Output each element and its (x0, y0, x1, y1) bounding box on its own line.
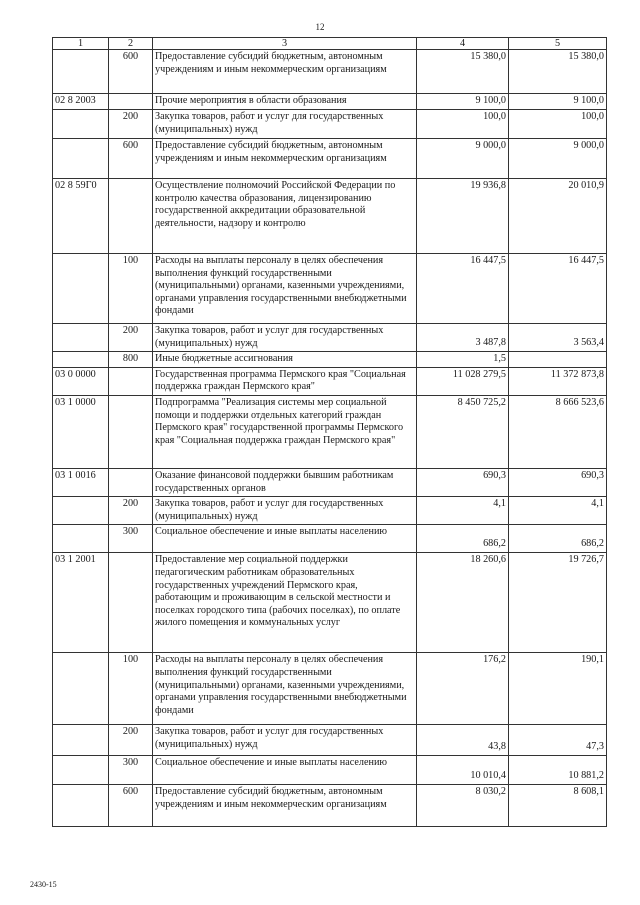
expense-type-cell (109, 395, 153, 468)
table-row (53, 785, 607, 827)
amount-year1-cell: 3 487,8 (417, 324, 509, 352)
amount-year1-cell: 16 447,5 (417, 254, 509, 324)
amount-year2-cell: 100,0 (509, 110, 607, 139)
table-row (53, 139, 607, 179)
table-row (53, 725, 607, 756)
amount-year1-cell: 43,8 (417, 725, 509, 756)
expense-type-cell: 200 (109, 110, 153, 139)
table-row (53, 110, 607, 139)
expense-type-cell (109, 553, 153, 653)
header-cell-2: 2 (109, 38, 153, 50)
amount-year2-cell: 9 000,0 (509, 139, 607, 179)
table-row (53, 756, 607, 785)
item-name-cell: Социальное обеспечение и иные выплаты населению (153, 525, 417, 553)
item-name-cell: Предоставление мер социальной поддержки педагогическим работникам образовательных государственных учреждений Пермского края, работающим и проживающим в сельской местности и поселках городского типа (рабочих поселках), по оплате жилого помещения и коммунальных услуг (153, 553, 417, 653)
expense-type-cell (109, 367, 153, 395)
amount-year2-cell: 16 447,5 (509, 254, 607, 324)
amount-year1-cell: 9 100,0 (417, 94, 509, 110)
table-header-row (53, 38, 607, 50)
expense-type-cell: 200 (109, 324, 153, 352)
target-code-cell (53, 497, 109, 525)
header-cell-4: 4 (417, 38, 509, 50)
amount-year2-cell: 190,1 (509, 653, 607, 725)
amount-year2-cell: 690,3 (509, 468, 607, 496)
item-name-cell: Расходы на выплаты персоналу в целях обеспечения выполнения функций государственными (муниципальными) органами, казенными учреждениями, органами управления государственными внебюджетными фондами (153, 254, 417, 324)
target-code-cell: 03 1 2001 (53, 553, 109, 653)
target-code-cell (53, 139, 109, 179)
amount-year2-cell: 10 881,2 (509, 756, 607, 785)
amount-year1-cell: 19 936,8 (417, 179, 509, 254)
expense-type-cell (109, 179, 153, 254)
target-code-cell: 03 1 0000 (53, 395, 109, 468)
amount-year2-cell: 686,2 (509, 525, 607, 553)
amount-year1-cell: 686,2 (417, 525, 509, 553)
target-code-cell: 03 0 0000 (53, 367, 109, 395)
table-row (53, 50, 607, 94)
item-name-cell: Закупка товаров, работ и услуг для государственных (муниципальных) нужд (153, 110, 417, 139)
amount-year1-cell: 15 380,0 (417, 50, 509, 94)
amount-year1-cell: 690,3 (417, 468, 509, 496)
header-cell-5: 5 (509, 38, 607, 50)
target-code-cell: 02 8 59Г0 (53, 179, 109, 254)
target-code-cell (53, 756, 109, 785)
table-row (53, 352, 607, 368)
item-name-cell: Закупка товаров, работ и услуг для государственных (муниципальных) нужд (153, 497, 417, 525)
budget-table (52, 37, 607, 827)
target-code-cell (53, 110, 109, 139)
table-row (53, 94, 607, 110)
item-name-cell: Предоставление субсидий бюджетным, автономным учреждениям и иным некоммерческим организациям (153, 785, 417, 827)
expense-type-cell: 600 (109, 139, 153, 179)
amount-year2-cell: 9 100,0 (509, 94, 607, 110)
target-code-cell (53, 352, 109, 368)
target-code-cell (53, 725, 109, 756)
item-name-cell: Прочие мероприятия в области образования (153, 94, 417, 110)
amount-year1-cell: 18 260,6 (417, 553, 509, 653)
expense-type-cell: 600 (109, 785, 153, 827)
item-name-cell: Осуществление полномочий Российской Федерации по контролю качества образования, лицензированию государственной аккредитации образовательной деятельности, надзору и контролю (153, 179, 417, 254)
amount-year1-cell: 100,0 (417, 110, 509, 139)
table-row (53, 653, 607, 725)
amount-year2-cell: 11 372 873,8 (509, 367, 607, 395)
table-row (53, 179, 607, 254)
table-row (53, 525, 607, 553)
target-code-cell (53, 653, 109, 725)
item-name-cell: Социальное обеспечение и иные выплаты населению (153, 756, 417, 785)
expense-type-cell: 100 (109, 254, 153, 324)
item-name-cell: Оказание финансовой поддержки бывшим работникам государственных органов (153, 468, 417, 496)
amount-year1-cell: 8 450 725,2 (417, 395, 509, 468)
expense-type-cell: 200 (109, 497, 153, 525)
amount-year1-cell: 9 000,0 (417, 139, 509, 179)
expense-type-cell: 300 (109, 756, 153, 785)
target-code-cell: 03 1 0016 (53, 468, 109, 496)
amount-year2-cell: 20 010,9 (509, 179, 607, 254)
table-row (53, 367, 607, 395)
expense-type-cell: 100 (109, 653, 153, 725)
item-name-cell: Иные бюджетные ассигнования (153, 352, 417, 368)
amount-year1-cell: 1,5 (417, 352, 509, 368)
amount-year1-cell: 8 030,2 (417, 785, 509, 827)
amount-year1-cell: 10 010,4 (417, 756, 509, 785)
item-name-cell: Государственная программа Пермского края "Социальная поддержка граждан Пермского края" (153, 367, 417, 395)
item-name-cell: Закупка товаров, работ и услуг для государственных (муниципальных) нужд (153, 324, 417, 352)
amount-year2-cell: 15 380,0 (509, 50, 607, 94)
item-name-cell: Предоставление субсидий бюджетным, автономным учреждениям и иным некоммерческим организациям (153, 139, 417, 179)
table-row (53, 468, 607, 496)
expense-type-cell: 800 (109, 352, 153, 368)
table-row (53, 324, 607, 352)
amount-year2-cell (509, 352, 607, 368)
table-row (53, 497, 607, 525)
item-name-cell: Подпрограмма "Реализация системы мер социальной помощи и поддержки отдельных категорий граждан Пермского края" государственной программы Пермского края "Социальная поддержка граждан Пермского края" (153, 395, 417, 468)
amount-year1-cell: 11 028 279,5 (417, 367, 509, 395)
page-number: 12 (315, 22, 325, 32)
amount-year2-cell: 8 666 523,6 (509, 395, 607, 468)
amount-year2-cell: 47,3 (509, 725, 607, 756)
table-row (53, 395, 607, 468)
expense-type-cell: 200 (109, 725, 153, 756)
amount-year2-cell: 8 608,1 (509, 785, 607, 827)
expense-type-cell (109, 94, 153, 110)
amount-year2-cell: 3 563,4 (509, 324, 607, 352)
amount-year1-cell: 4,1 (417, 497, 509, 525)
target-code-cell: 02 8 2003 (53, 94, 109, 110)
amount-year2-cell: 19 726,7 (509, 553, 607, 653)
table-row (53, 553, 607, 653)
header-cell-3: 3 (153, 38, 417, 50)
item-name-cell: Расходы на выплаты персоналу в целях обеспечения выполнения функций государственными (муниципальными) органами, казенными учреждениями, органами управления государственными внебюджетными фондами (153, 653, 417, 725)
item-name-cell: Закупка товаров, работ и услуг для государственных (муниципальных) нужд (153, 725, 417, 756)
target-code-cell (53, 254, 109, 324)
amount-year2-cell: 4,1 (509, 497, 607, 525)
amount-year1-cell: 176,2 (417, 653, 509, 725)
expense-type-cell: 600 (109, 50, 153, 94)
item-name-cell: Предоставление субсидий бюджетным, автономным учреждениям и иным некоммерческим организациям (153, 50, 417, 94)
document-footer-code: 2430-15 (30, 880, 57, 889)
expense-type-cell: 300 (109, 525, 153, 553)
table-row (53, 254, 607, 324)
header-cell-1: 1 (53, 38, 109, 50)
target-code-cell (53, 785, 109, 827)
target-code-cell (53, 324, 109, 352)
target-code-cell (53, 50, 109, 94)
expense-type-cell (109, 468, 153, 496)
target-code-cell (53, 525, 109, 553)
